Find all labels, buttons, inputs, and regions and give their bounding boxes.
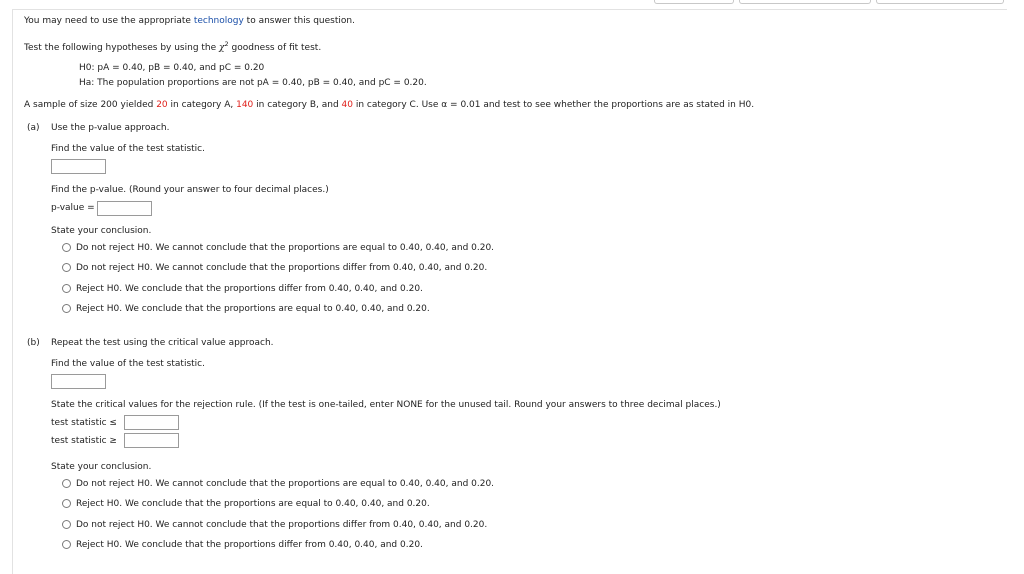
part-a-option-3[interactable]: Reject H0. We conclude that the proportions differ from 0.40, 0.40, and 0.20.: [76, 284, 423, 294]
part-b-option-2-radio[interactable]: [62, 499, 71, 508]
part-b-option-3[interactable]: Do not reject H0. We cannot conclude that the proportions differ from 0.40, 0.40, and 0.20.: [76, 520, 488, 530]
p-value-input[interactable]: [97, 201, 152, 216]
alternative-hypothesis: Ha: The population proportions are not pA = 0.40, pB = 0.40, and pC = 0.20.: [79, 78, 427, 88]
part-b-option-4-radio[interactable]: [62, 540, 71, 549]
lower-critical-label: test statistic ≤: [51, 418, 117, 428]
part-a-option-4[interactable]: Reject H0. We conclude that the proportions are equal to 0.40, 0.40, and 0.20.: [76, 304, 430, 314]
part-a-option-4-radio[interactable]: [62, 304, 71, 313]
part-a-label: (a): [27, 123, 40, 133]
part-a-option-1-radio[interactable]: [62, 243, 71, 252]
count-c: 40: [341, 100, 353, 110]
upper-critical-label: test statistic ≥: [51, 436, 117, 446]
part-a-option-3-radio[interactable]: [62, 284, 71, 293]
part-a-option-2[interactable]: Do not reject H0. We cannot conclude that the proportions differ from 0.40, 0.40, and 0.20.: [76, 263, 488, 273]
toolbar-tab-3[interactable]: [876, 0, 1004, 4]
part-b-stat-prompt: Find the value of the test statistic.: [51, 359, 205, 369]
toolbar-tab-1[interactable]: [654, 0, 734, 4]
part-b-test-statistic-input[interactable]: [51, 374, 106, 389]
part-b-label: (b): [27, 338, 40, 348]
count-b: 140: [236, 100, 254, 110]
part-a-pvalue-prompt: Find the p-value. (Round your answer to four decimal places.): [51, 185, 329, 195]
part-a-test-statistic-input[interactable]: [51, 159, 106, 174]
critical-values-instruction: State the critical values for the rejection rule. (If the test is one-tailed, enter NONE for the unused tail. Round your answers to three decimal places.): [51, 400, 721, 410]
part-b-option-3-radio[interactable]: [62, 520, 71, 529]
part-b-option-2[interactable]: Reject H0. We conclude that the proportions are equal to 0.40, 0.40, and 0.20.: [76, 499, 430, 509]
part-b-option-1[interactable]: Do not reject H0. We cannot conclude that the proportions are equal to 0.40, 0.40, and 0.20.: [76, 479, 495, 489]
sample-description: A sample of size 200 yielded 20 in category A, 140 in category B, and 40 in category C. Use α = 0.01 and test to see whether the proportions are as stated in H0.: [24, 100, 755, 110]
p-value-label: p-value =: [51, 203, 95, 213]
part-b-option-1-radio[interactable]: [62, 479, 71, 488]
part-b-conclusion-label: State your conclusion.: [51, 462, 152, 472]
part-a-conclusion-label: State your conclusion.: [51, 226, 152, 236]
part-a-stat-prompt: Find the value of the test statistic.: [51, 144, 205, 154]
upper-critical-input[interactable]: [124, 433, 179, 448]
intro-line: You may need to use the appropriate technology to answer this question.: [24, 16, 355, 26]
lower-critical-input[interactable]: [124, 415, 179, 430]
null-hypothesis: H0: pA = 0.40, pB = 0.40, and pC = 0.20: [79, 63, 265, 73]
part-b-option-4[interactable]: Reject H0. We conclude that the proportions differ from 0.40, 0.40, and 0.20.: [76, 540, 423, 550]
instruction-line: Test the following hypotheses by using the $\chi^2$ goodness of fit test.: [24, 40, 322, 53]
part-a-title: Use the p-value approach.: [51, 123, 170, 133]
part-a-option-1[interactable]: Do not reject H0. We cannot conclude that the proportions are equal to 0.40, 0.40, and 0.20.: [76, 243, 495, 253]
part-b-title: Repeat the test using the critical value approach.: [51, 338, 274, 348]
count-a: 20: [156, 100, 168, 110]
top-toolbar: [0, 0, 1024, 4]
technology-link[interactable]: technology: [193, 16, 244, 26]
part-a-option-2-radio[interactable]: [62, 263, 71, 272]
toolbar-tab-2[interactable]: [739, 0, 871, 4]
